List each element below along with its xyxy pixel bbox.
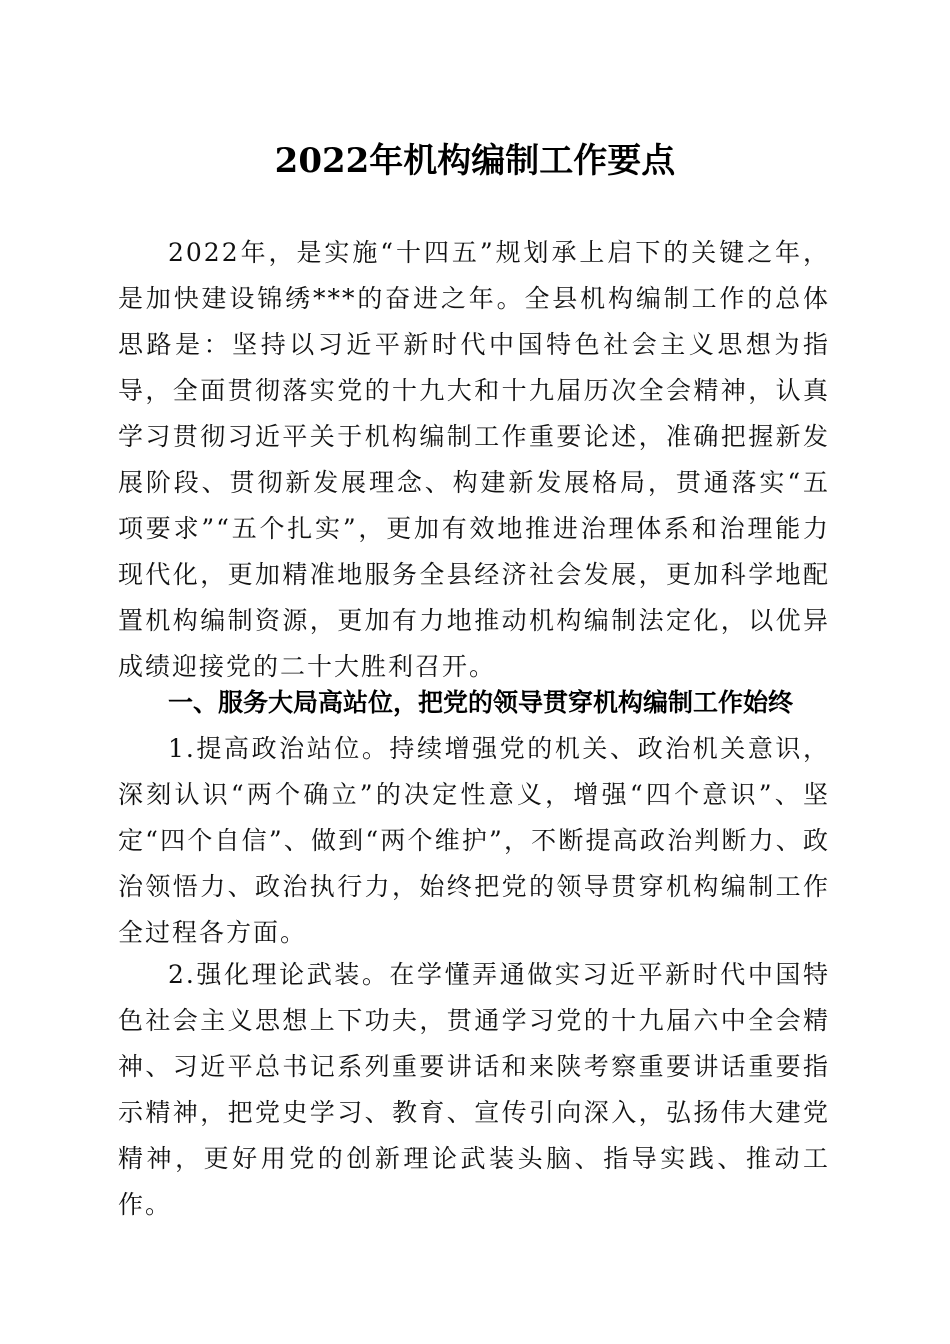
list-item: 2.强化理论武装。在学懂弄通做实习近平新时代中国特色社会主义思想上下功夫，贯通学习党的十九届六中全会精神、习近平总书记系列重要讲话和来陕考察重要讲话重要指示精神，把党史学习、教育、宣传引向深入，弘扬伟大建党精神，更好用党的创新理论武装头脑、指导实践、推动工作。 bbox=[118, 960, 830, 1219]
section-heading: 一、服务大局高站位，把党的领导贯穿机构编制工作始终 bbox=[168, 688, 794, 717]
intro-paragraph: 2022年，是实施“十四五”规划承上启下的关键之年，是加快建设锦绣***的奋进之年。全县机构编制工作的总体思路是：坚持以习近平新时代中国特色社会主义思想为指导，全面贯彻落实党的十九大和十九届历次全会精神，认真学习贯彻习近平关于机构编制工作重要论述，准确把握新发展阶段、贯彻新发展理念、构建新发展格局，贯通落实“五项要求”“五个扎实”，更加有效地推进治理体系和治理能力现代化，更加精准地服务全县经济社会发展，更加科学地配置机构编制资源，更加有力地推动机构编制法定化，以优异成绩迎接党的二十大胜利召开。 bbox=[118, 238, 830, 681]
document-title: 2022年机构编制工作要点 bbox=[274, 141, 676, 181]
list-item: 1.提高政治站位。持续增强党的机关、政治机关意识，深刻认识“两个确立”的决定性意义，增强“四个意识”、坚定“四个自信”、做到“两个维护”，不断提高政治判断力、政治领悟力、政治执行力，始终把党的领导贯穿机构编制工作全过程各方面。 bbox=[118, 734, 830, 947]
